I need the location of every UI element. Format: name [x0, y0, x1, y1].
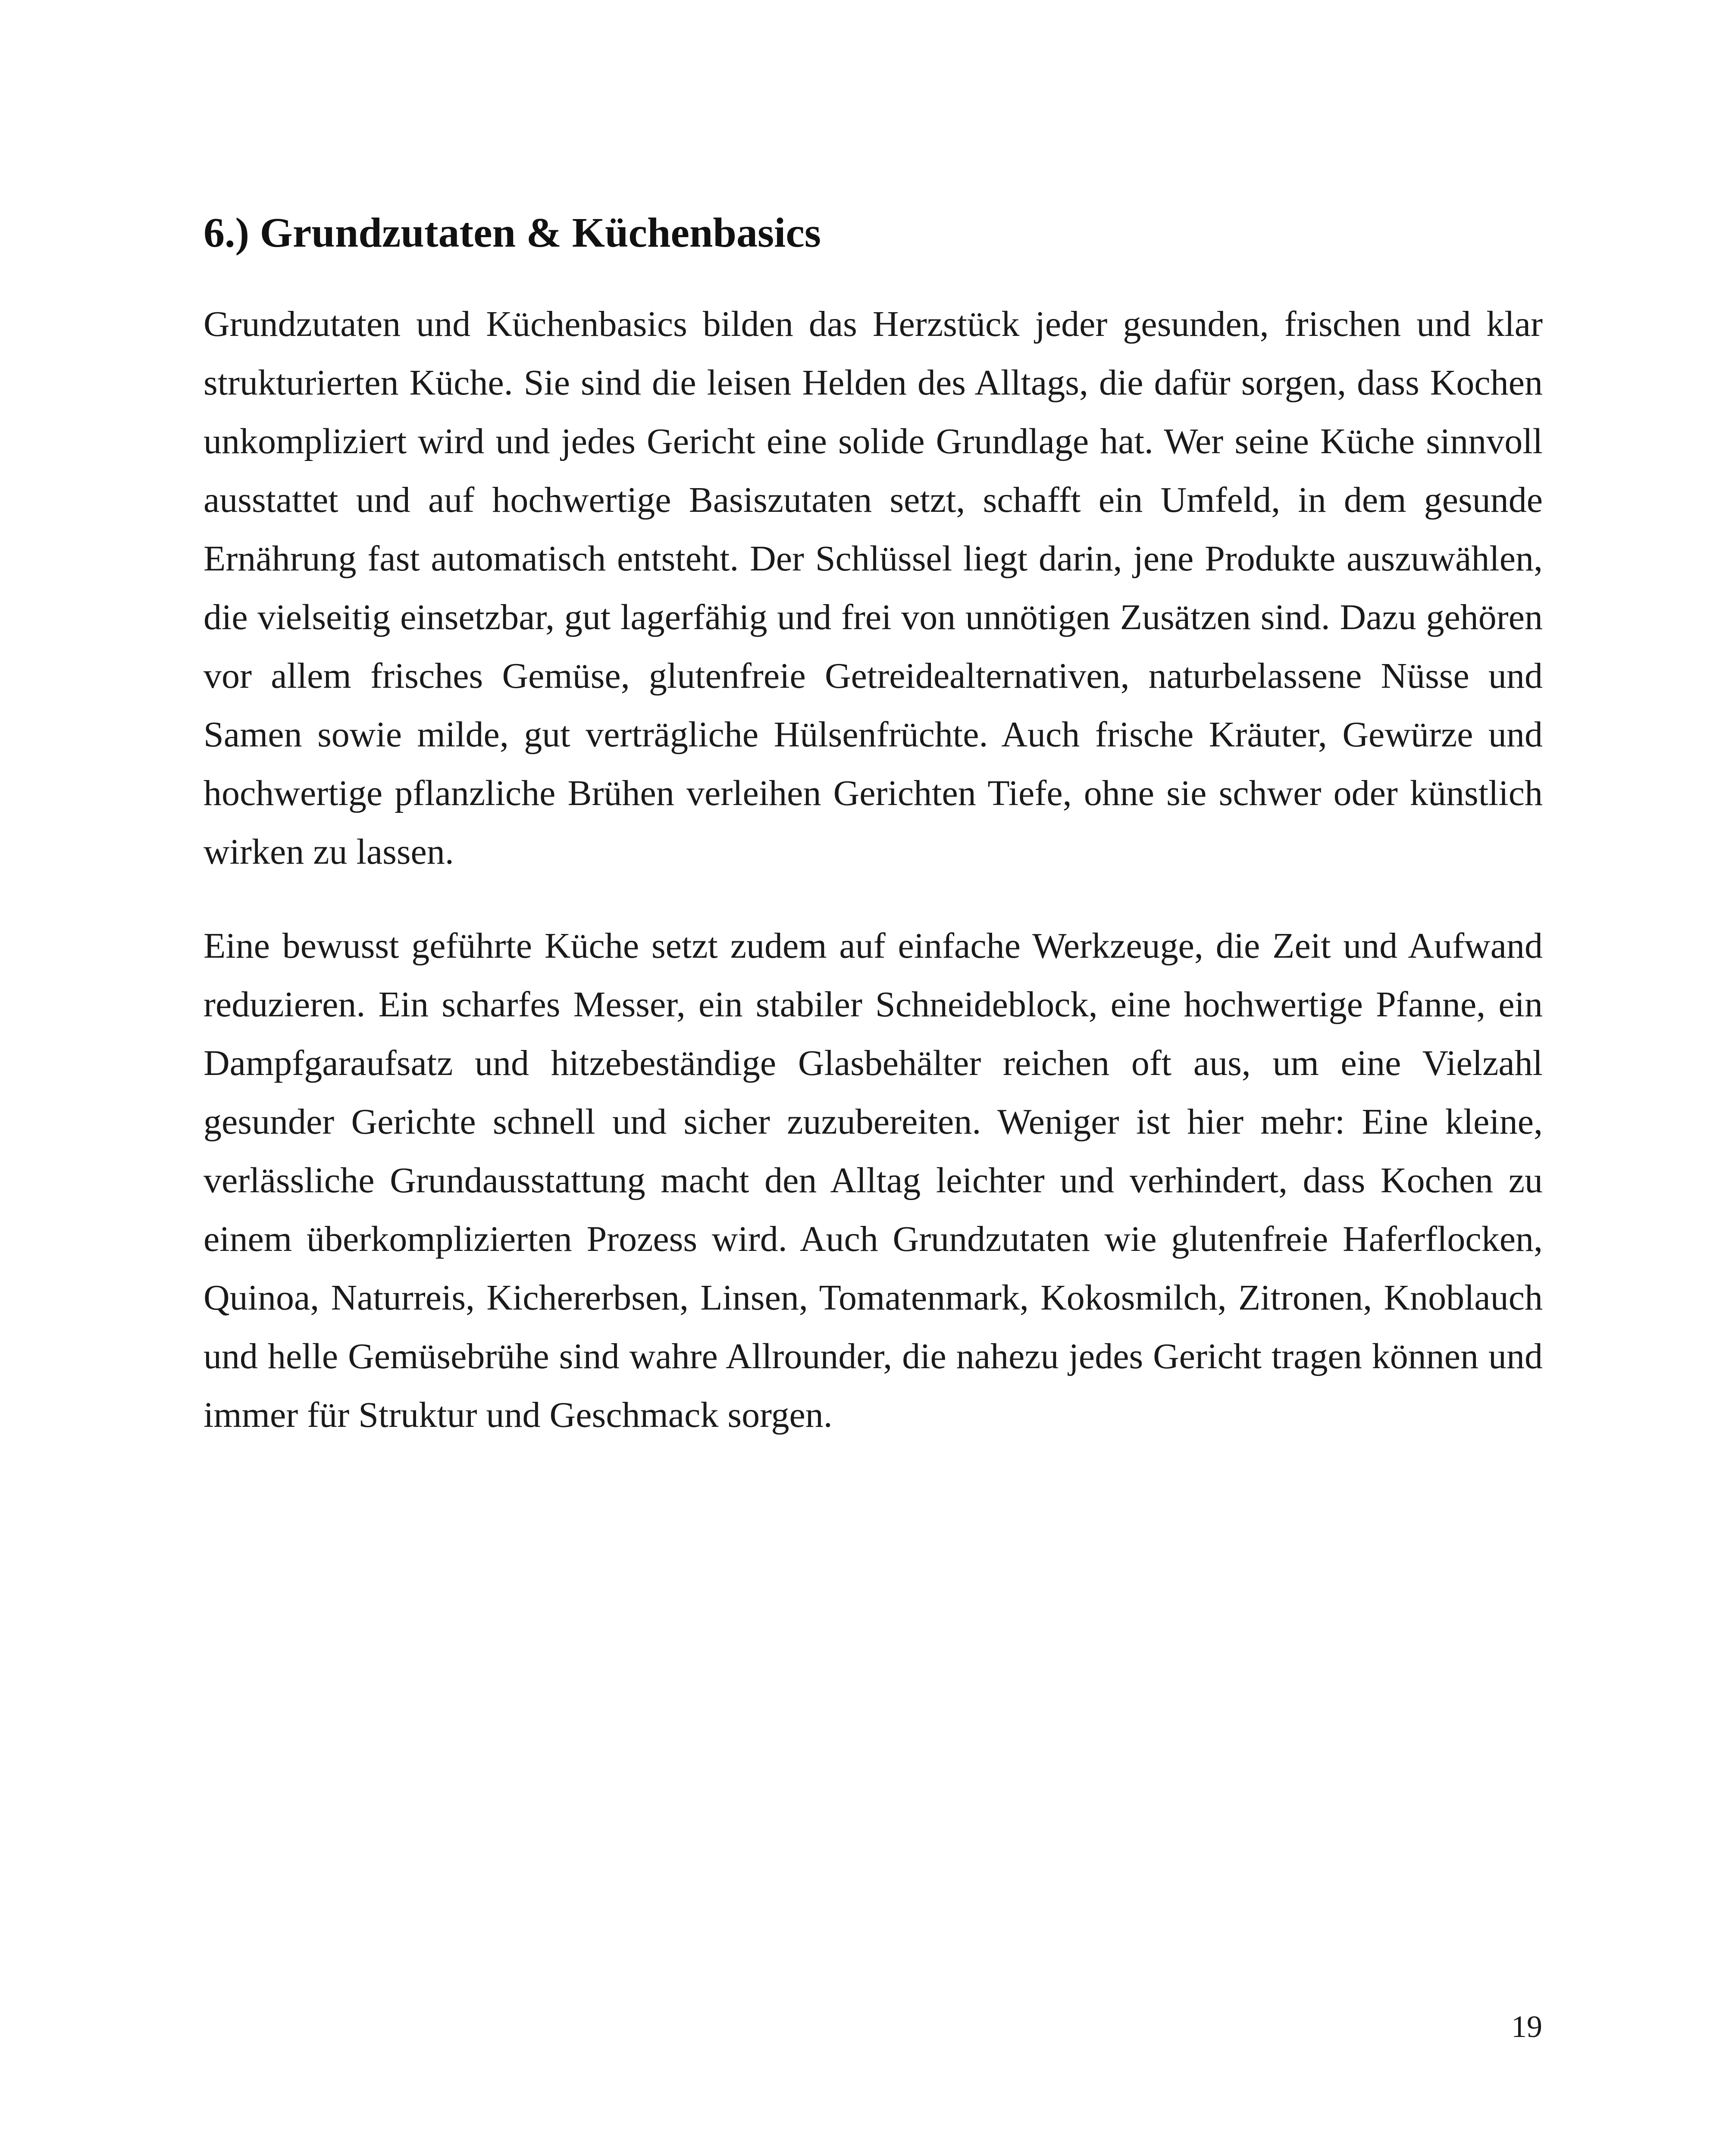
section-heading: 6.) Grundzutaten & Küchenbasics — [204, 210, 821, 256]
page-number: 19 — [1511, 2009, 1542, 2044]
body-paragraph: Eine bewusst geführte Küche setzt zudem auf einfache Werkzeuge, die Zeit und Aufwand reduzieren. Ein scharfes Messer, ein stabiler Schneideblock, eine hochwertige Pfanne, ein Dampfgaraufsatz und hitzebeständige Glasbehälter reichen oft aus, um eine Vielzahl gesunder Gerichte schnell und sicher zuzubereiten. Weniger ist hier mehr: Eine kleine, verlässliche Grundausstattung macht den Alltag leichter und verhindert, dass Kochen zu einem überkomplizierten Prozess wird. Auch Grundzutaten wie glutenfreie Haferflocken, Quinoa, Naturreis, Kichererbsen, Linsen, Tomatenmark, Kokosmilch, Zitronen, Knoblauch und helle Gemüsebrühe sind wahre Allrounder, die nahezu jedes Gericht tragen können und immer für Struktur und Geschmack sorgen. — [204, 926, 1543, 1435]
page-content — [204, 203, 1543, 1445]
body-paragraph: Grundzutaten und Küchenbasics bilden das Herzstück jeder gesunden, frischen und klar strukturierten Küche. Sie sind die leisen Helden des Alltags, die dafür sorgen, dass Kochen unkompliziert wird und jedes Gericht eine solide Grundlage hat. Wer seine Küche sinnvoll ausstattet und auf hochwertige Basiszutaten setzt, schafft ein Umfeld, in dem gesunde Ernährung fast automatisch entsteht. Der Schlüssel liegt darin, jene Produkte auszuwählen, die vielseitig einsetzbar, gut lagerfähig und frei von unnötigen Zusätzen sind. Dazu gehören vor allem frisches Gemüse, glutenfreie Getreidealternativen, naturbelassene Nüsse und Samen sowie milde, gut verträgliche Hülsenfrüchte. Auch frische Kräuter, Gewürze und hochwertige pflanzliche Brühen verleihen Gerichten Tiefe, ohne sie schwer oder künstlich wirken zu lassen. — [204, 304, 1543, 872]
